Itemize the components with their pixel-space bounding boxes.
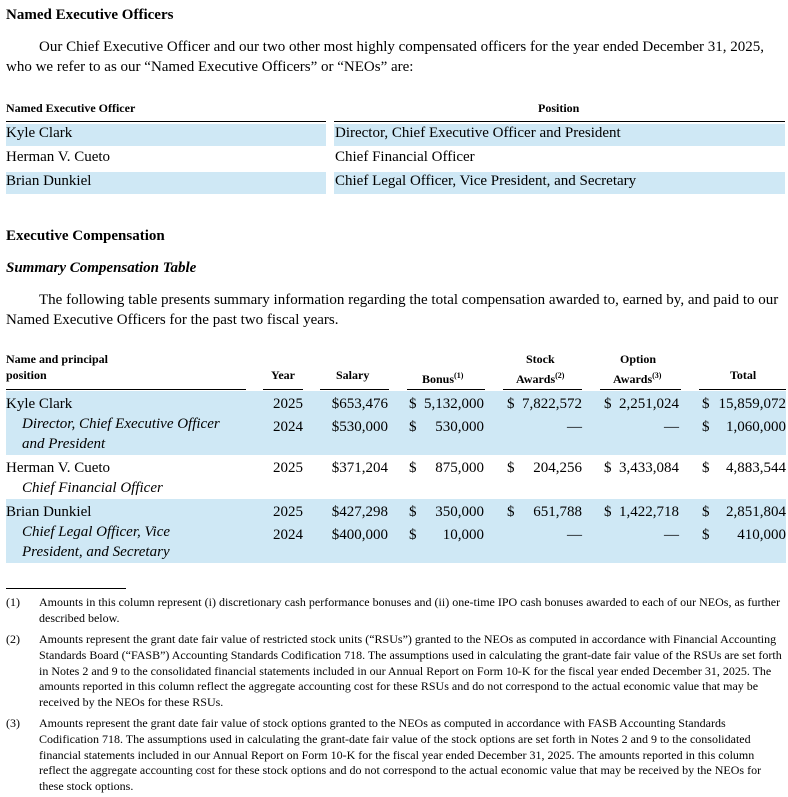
comp-officer-title: and President xyxy=(22,436,106,452)
comp-header-rule xyxy=(699,389,786,390)
comp-salary: $653,476 xyxy=(331,396,388,412)
comp-officer-name: Herman V. Cueto xyxy=(6,460,111,476)
neo-table-row xyxy=(6,145,785,169)
neo-col-position: Position xyxy=(538,101,580,115)
comp-officer-block: Brian Dunkiel Chief Legal Officer, Vice President, and Secretary 2025 $427,298 $ 350,000 $ 651,788 $ 1,422,718 $ 2,851,804 2024 $400,000 $ 10,000 — — $ 410,000 xyxy=(6,499,786,563)
col-salary: Salary xyxy=(336,368,370,382)
comp-officer-block: Kyle Clark Director, Chief Executive Officer and President 2025 $653,476 $ 5,132,000 $ 7,822,572 $ 2,251,024 $ 15,859,072 2024 $530,000 $ 530,000 — — $ 1,060,000 xyxy=(6,391,786,455)
footnote-rule xyxy=(6,588,126,589)
comp-salary: $371,204 xyxy=(331,460,388,476)
footnote-text: Amounts represent the grant date fair value of restricted stock units (“RSUs”) granted to the NEOs as computed in accordance with Financial Accounting Standards Board (“FASB”) Accounting Standards Codification 718. The assumptions used in calculating the grant-date fair value of the RSUs are set forth in Notes 2 and 9 to the consolidated financial statements included in our Annual Report on Form 10-K for the fiscal year ended December 31, 2025. The amounts reported in this column reflect the aggregate accounting cost for these RSUs and do not correspond to the actual economic value that may be received by the NEOs for these RSUs. xyxy=(39,632,782,710)
comp-officer-title: Director, Chief Executive Officer xyxy=(22,416,220,432)
comp-officer-title: Chief Financial Officer xyxy=(22,480,163,496)
comp-year: 2025 xyxy=(273,504,303,520)
comp-officer-name: Brian Dunkiel xyxy=(6,504,92,520)
col-stock-line1: Stock xyxy=(526,352,555,366)
comp-year: 2024 xyxy=(273,419,303,435)
comp-section-heading: Executive Compensation xyxy=(6,228,165,244)
neo-section-heading: Named Executive Officers xyxy=(6,7,174,23)
neo-officer-name: Brian Dunkiel xyxy=(6,173,92,189)
col-bonus: Bonus$^{(1)}$ xyxy=(422,371,464,386)
col-year: Year xyxy=(271,368,295,382)
footnote-marker: (2) xyxy=(6,632,20,646)
comp-intro-paragraph: The following table presents summary information regarding the total compensation awarded to, earned by, and paid to our Named Executive Officers for the past two fiscal years. xyxy=(6,292,779,328)
neo-intro-paragraph: Our Chief Executive Officer and our two other most highly compensated officers for the year ended December 31, 2025, who we refer to as our “Named Executive Officers” or “NEOs” are: xyxy=(6,39,765,75)
comp-header-rule xyxy=(600,389,681,390)
comp-table-header xyxy=(6,352,786,390)
footnote-marker: (1) xyxy=(6,595,20,609)
neo-officer-position: Director, Chief Executive Officer and President xyxy=(335,125,621,141)
neo-officer-name: Herman V. Cueto xyxy=(6,149,111,165)
comp-header-rule xyxy=(407,389,485,390)
neo-officer-name: Kyle Clark xyxy=(6,125,73,141)
comp-officer-title: Chief Legal Officer, Vice xyxy=(22,524,171,540)
footnote-marker: (3) xyxy=(6,716,20,730)
comp-header-rule xyxy=(263,389,303,390)
comp-officer-title: President, and Secretary xyxy=(22,544,170,560)
footnote-text: Amounts represent the grant date fair value of stock options granted to the NEOs as computed in accordance with FASB Accounting Standards Codification 718. The assumptions used in calculating the grant-date fair value of the stock options are set forth in Notes 2 and 9 to the consolidated financial statements included in our Annual Report on Form 10-K for the fiscal year ended December 31, 2025. The amounts reported in this column reflect the aggregate accounting cost for these stock options and do not correspond to the actual economic value that may be received by the NEOs for these stock options. xyxy=(39,716,762,794)
comp-year: 2025 xyxy=(273,396,303,412)
neo-officer-position: Chief Legal Officer, Vice President, and Secretary xyxy=(335,173,637,189)
col-total: Total xyxy=(730,368,757,382)
comp-table-title: Summary Compensation Table xyxy=(6,260,197,276)
comp-salary: $530,000 xyxy=(331,419,388,435)
comp-officer-name: Kyle Clark xyxy=(6,396,73,412)
col-name-line1: Name and principal xyxy=(6,352,109,366)
comp-header-rule xyxy=(6,389,246,390)
comp-salary: $400,000 xyxy=(331,527,388,543)
col-name-line2: position xyxy=(6,368,47,382)
comp-year: 2024 xyxy=(273,527,303,543)
comp-salary: $427,298 xyxy=(331,504,388,520)
neo-table-row xyxy=(6,121,785,145)
neo-officer-position: Chief Financial Officer xyxy=(335,149,475,165)
neo-table-row xyxy=(6,169,785,193)
neo-table-header xyxy=(6,99,785,121)
comp-year: 2025 xyxy=(273,460,303,476)
comp-header-rule xyxy=(320,389,389,390)
col-option-line2: Awards$^{(3)}$ xyxy=(613,371,662,386)
col-option-line1: Option xyxy=(620,352,657,366)
footnote-text: Amounts in this column represent (i) discretionary cash performance bonuses and (ii) one-time IPO cash bonuses awarded to each of our NEOs, as further described below. xyxy=(39,595,781,625)
comp-officer-block: Herman V. Cueto Chief Financial Officer 2025 $371,204 $ 875,000 $ 204,256 $ 3,433,084 $ 4,883,544 xyxy=(6,460,786,496)
col-stock-line2: Awards$^{(2)}$ xyxy=(516,371,565,386)
comp-header-rule xyxy=(503,389,582,390)
neo-col-officer: Named Executive Officer xyxy=(6,101,136,115)
